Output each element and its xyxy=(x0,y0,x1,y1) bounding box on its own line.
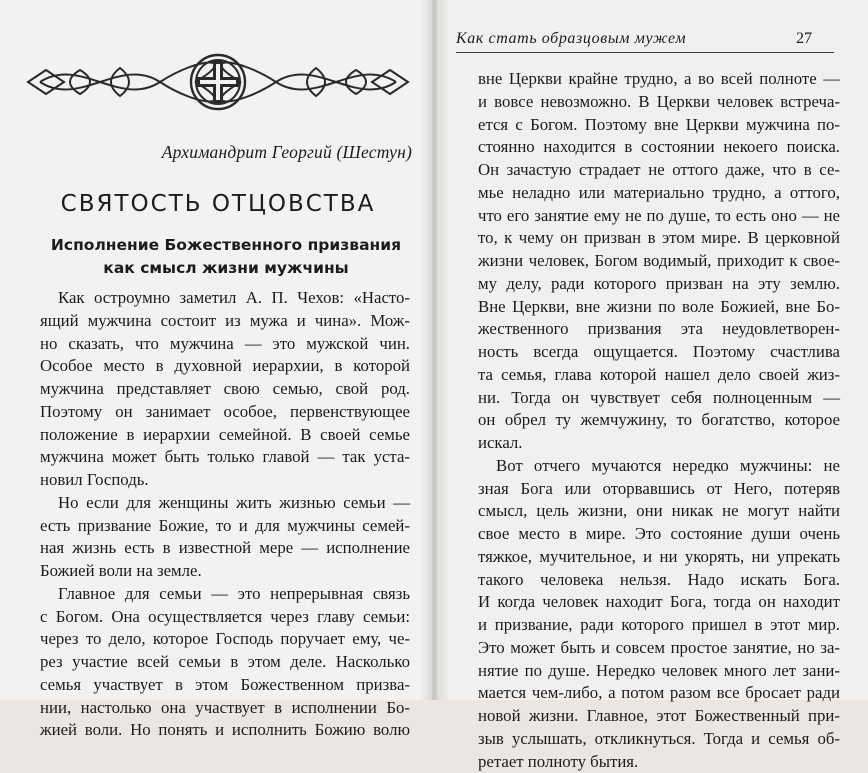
interlace-cross-ornament xyxy=(20,50,416,114)
text-line: жией воли. Но понять и исполнить Божию волю xyxy=(40,719,410,742)
text-line: что его занятие ему не по душе, то есть оно — не xyxy=(478,205,840,228)
text-line: новил Господь. xyxy=(40,469,410,492)
text-line: тяжкое, мучительное, и ни укорять, ни упрекать xyxy=(478,546,840,569)
text-line: положение в иерархии семейной. В своей семье xyxy=(40,424,410,447)
text-line: И когда человек находит Бога, тогда он находит xyxy=(478,591,840,614)
text-line: нятие по душе. Нередко человек много лет зани- xyxy=(478,660,840,683)
text-line: Божией воли на земле. xyxy=(40,560,410,583)
text-line: ящий мужчина состоит из мужа и чина». Мож- xyxy=(40,310,410,333)
text-line: семья участвует в этом Божественном призва- xyxy=(40,674,410,697)
text-line: Вот отчего мучаются нередко мужчины: не xyxy=(478,455,840,478)
header-rule xyxy=(456,52,834,53)
right-body-text xyxy=(478,68,840,773)
text-line: зыв услышать, откликнуться. Тогда и семья об- xyxy=(478,728,840,751)
chapter-title: СВЯТОСТЬ ОТЦОВСТВА xyxy=(14,191,422,217)
text-line: Главное для семьи — это непрерывная связь xyxy=(40,583,410,606)
text-line: смысл, цель жизни, они никак не могут найти xyxy=(478,500,840,523)
text-line: му делу, ради которого призван на эту землю. xyxy=(478,273,840,296)
subtitle-line: как смысл жизни мужчины xyxy=(40,257,412,280)
text-line: Это может быть и совсем простое занятие, но за- xyxy=(478,637,840,660)
text-line: Но если для женщины жить жизнью семьи — xyxy=(40,492,410,515)
text-line: Особое место в духовной иерархии, в которой xyxy=(40,355,410,378)
text-line: зная Бога или оторвавшись от Него, потеряв xyxy=(478,478,840,501)
running-head: Как стать образцовым мужем xyxy=(456,30,686,48)
text-line: новой жизни. Главное, этот Божественный при- xyxy=(478,705,840,728)
text-line: Как остроумно заметил А. П. Чехов: «Насто- xyxy=(40,287,410,310)
text-line: есть призвание Божие, то и для мужчины семей- xyxy=(40,515,410,538)
text-line: но сказать, что мужчина — это мужской чин. xyxy=(40,333,410,356)
text-line: и вовсе невозможно. В Церкви человек встреча- xyxy=(478,91,840,114)
text-line: ни. Тогда он чувствует себя полноценным — xyxy=(478,387,840,410)
text-line: мужчина может быть только главой — так уста- xyxy=(40,446,410,469)
right-page xyxy=(434,0,868,700)
text-line: ется с Богом. Поэтому вне Церкви мужчина по- xyxy=(478,114,840,137)
author-name: Архимандрит Георгий (Шестун) xyxy=(0,142,412,163)
text-line: жественного призвания эта неудовлетворен- xyxy=(478,318,840,341)
text-line: стоянно находится в состоянии некоего поиска. xyxy=(478,136,840,159)
text-line: то, к чему он призван в этом мире. В церковной xyxy=(478,227,840,250)
book-gutter-shadow xyxy=(420,0,450,700)
text-line: ность всегда ощущается. Поэтому счастлива xyxy=(478,341,840,364)
text-line: ретает полноту бытия. xyxy=(478,751,840,773)
text-line: свое место в мире. Это состояние души очень xyxy=(478,523,840,546)
page-number: 27 xyxy=(796,30,812,48)
text-line: через то дело, которое Господь поручает ему, че- xyxy=(40,628,410,651)
text-line: жизни человек, Богом водимый, приходит к свое- xyxy=(478,250,840,273)
text-line: он обрел ту жемчужину, то богатство, которое xyxy=(478,409,840,432)
text-line: Он зачастую страдает не оттого даже, что в се- xyxy=(478,159,840,182)
chapter-subtitle xyxy=(40,234,412,280)
text-line: та семья, глава которой нашел дело своей жиз- xyxy=(478,364,840,387)
text-line: искал. xyxy=(478,432,840,455)
text-line: и призвание, ради которого пришел в этот мир. xyxy=(478,614,840,637)
left-body-text xyxy=(40,287,410,742)
text-line: мье неладно или материально трудно, а оттого, xyxy=(478,182,840,205)
text-line: Вне Церкви, вне жизни по воле Божией, вне Бо- xyxy=(478,296,840,319)
text-line: с Богом. Она осуществляется через главу семьи: xyxy=(40,606,410,629)
text-line: ная жизнь есть в известной мере — исполнение xyxy=(40,537,410,560)
text-line: вне Церкви крайне трудно, а во всей полноте — xyxy=(478,68,840,91)
text-line: рез участие всей семьи в этом деле. Насколько xyxy=(40,651,410,674)
subtitle-line: Исполнение Божественного призвания xyxy=(40,234,412,257)
text-line: такого человека нельзя. Надо искать Бога. xyxy=(478,569,840,592)
text-line: нии, настолько она участвует в исполнении Бо- xyxy=(40,697,410,720)
text-line: мужчина представляет свою семью, свой род. xyxy=(40,378,410,401)
text-line: мается чем-либо, а потом разом все бросает ради xyxy=(478,682,840,705)
left-page xyxy=(0,0,432,700)
text-line: Поэтому он занимает особое, первенствующее xyxy=(40,401,410,424)
